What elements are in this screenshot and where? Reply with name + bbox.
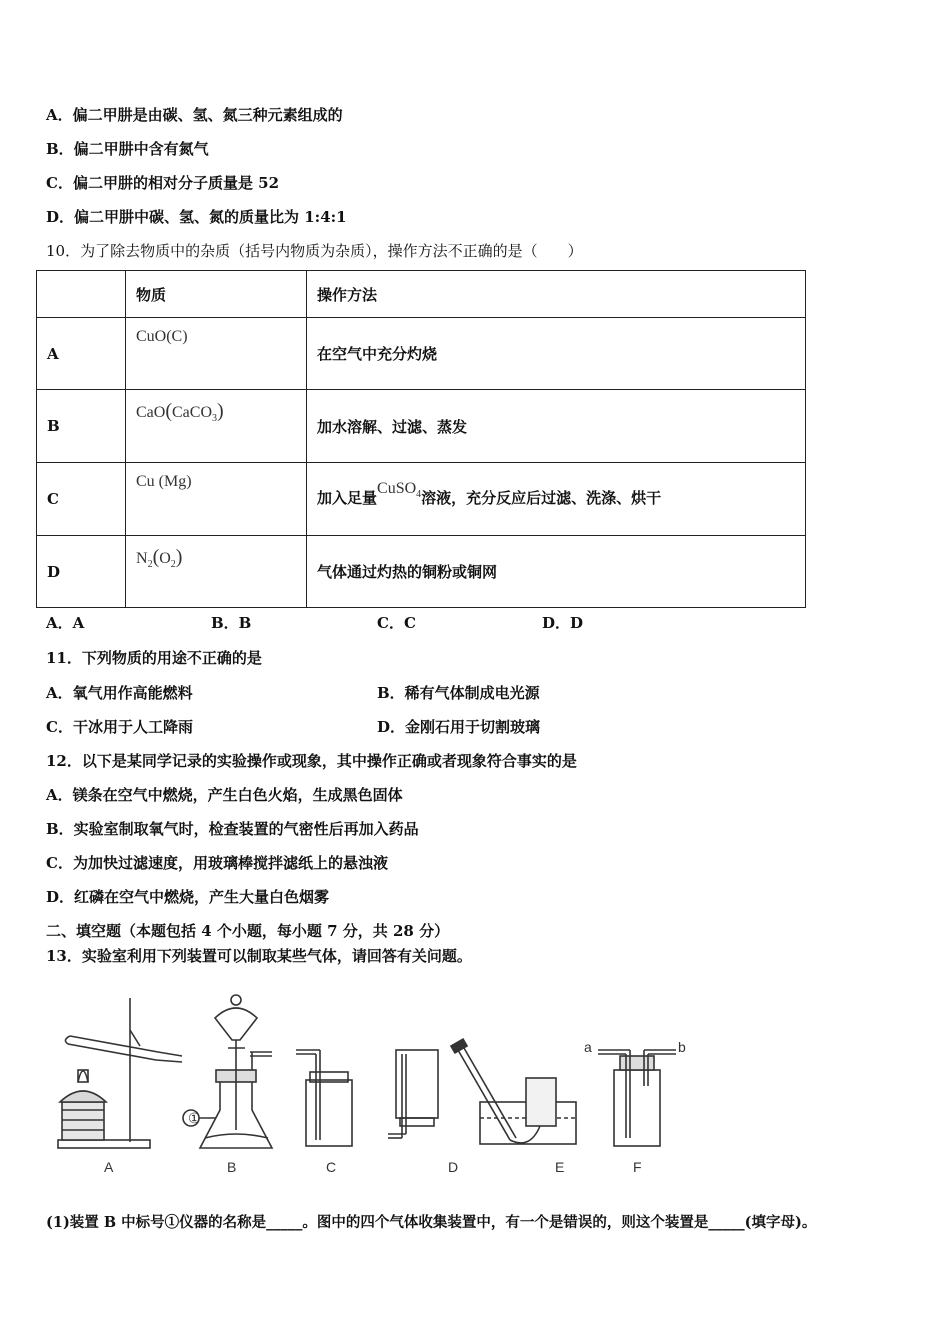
q13-sub1: (1)装置 B 中标号①仪器的名称是_____。图中的四个气体收集装置中，有一个是错误的，则这个装置是_____(填字母)。 (46, 1214, 817, 1231)
marker-1: ① (188, 1110, 201, 1126)
q10-stem: 10．为了除去物质中的杂质（括号内物质为杂质），操作方法不正确的是（ ） (46, 242, 583, 260)
apparatus-a (58, 990, 182, 1148)
q12-stem: 12．以下是某同学记录的实验操作或现象，其中操作正确或者现象符合事实的是 (46, 752, 577, 770)
row-label: B (37, 390, 126, 463)
header-cell-substance: 物质 (126, 271, 307, 318)
table-row (37, 463, 806, 536)
apparatus-e (451, 1039, 576, 1144)
q11-option-a: A．氧气用作高能燃料 (46, 684, 193, 702)
port-b-label: b (678, 1039, 686, 1055)
q11-stem: 11．下列物质的用途不正确的是 (46, 649, 262, 667)
section-heading: 二、填空题（本题包括 4 个小题，每小题 7 分，共 28 分） (46, 922, 450, 940)
table-row (37, 390, 806, 463)
q12-option-b: B．实验室制取氧气时，检查装置的气密性后再加入药品 (46, 820, 419, 838)
row-label: C (37, 463, 126, 536)
q9-option-c: C．偏二甲肼的相对分子质量是 52 (46, 174, 280, 192)
row-method: 加水溶解、过滤、蒸发 (307, 390, 806, 463)
row-substance: CuO(C) (126, 318, 307, 390)
table-row (37, 318, 806, 390)
q13-stem: 13．实验室利用下列装置可以制取某些气体，请回答有关问题。 (46, 947, 472, 965)
header-cell-label (37, 271, 126, 318)
port-a-label: a (584, 1039, 592, 1055)
row-label: D (37, 536, 126, 608)
label-d: D (448, 1159, 459, 1175)
q12-option-a: A．镁条在空气中燃烧，产生白色火焰，生成黑色固体 (46, 786, 403, 804)
apparatus-c (296, 1050, 352, 1146)
q12-option-c: C．为加快过滤速度，用玻璃棒搅拌滤纸上的悬浊液 (46, 854, 388, 872)
q10-answer-b: B．B (211, 614, 252, 632)
q11-option-b: B．稀有气体制成电光源 (377, 684, 540, 702)
apparatus-d (388, 1050, 438, 1138)
label-e: E (555, 1159, 565, 1175)
q11-option-d: D．金刚石用于切割玻璃 (377, 718, 541, 736)
row-method: 在空气中充分灼烧 (307, 318, 806, 390)
row-substance: Cu (Mg) (126, 463, 307, 536)
apparatus-f (598, 1050, 676, 1146)
q10-answer-d: D．D (542, 614, 584, 632)
row-substance: $N_2(O_2)$ (126, 536, 307, 608)
row-method: 气体通过灼热的铜粉或铜网 (307, 536, 806, 608)
label-c: C (326, 1159, 337, 1175)
row-method: 加入足量CuSO$_4$溶液，充分反应后过滤、洗涤、烘干 (307, 463, 806, 536)
table-row (37, 536, 806, 608)
q12-option-d: D．红磷在空气中燃烧，产生大量白色烟雾 (46, 888, 330, 906)
q9-option-d: D．偏二甲肼中碳、氢、氮的质量比为 1:4:1 (46, 208, 347, 226)
header-cell-method: 操作方法 (307, 271, 806, 318)
q9-option-b: B．偏二甲肼中含有氮气 (46, 140, 209, 158)
table-header-row (37, 271, 806, 318)
lab-apparatus-figure (40, 990, 740, 1180)
q9-option-a: A．偏二甲肼是由碳、氢、氮三种元素组成的 (46, 106, 343, 124)
label-b: B (227, 1159, 237, 1175)
q10-table (36, 270, 806, 608)
row-label: A (37, 318, 126, 390)
label-f: F (633, 1159, 642, 1175)
q11-option-c: C．干冰用于人工降雨 (46, 718, 193, 736)
label-a: A (104, 1159, 114, 1175)
q10-answer-c: C．C (377, 614, 416, 632)
row-substance: CaO(CaCO$_3$) (126, 390, 307, 463)
q10-answer-a: A．A (46, 614, 85, 632)
